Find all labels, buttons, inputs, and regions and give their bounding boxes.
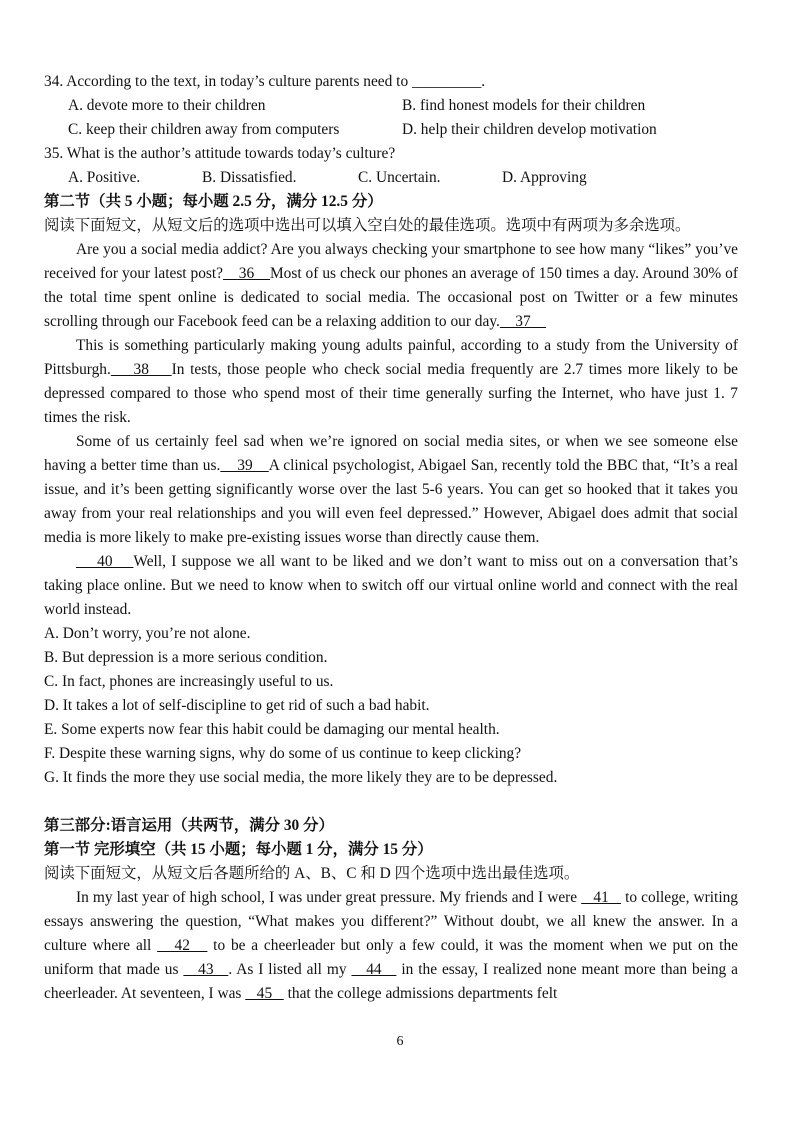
question-34-options [44, 94, 738, 142]
blank-38: 38 [110, 361, 172, 378]
exam-page [44, 70, 738, 1006]
option-c: C. Uncertain. [358, 169, 441, 186]
choice-g: G. It finds the more they use social media, the more likely they are to be depressed. [44, 769, 558, 786]
question-34-stem: 34. According to the text, in today’s culture parents need to [44, 73, 412, 90]
blank-40: 40 [76, 553, 134, 570]
option-a: A. Positive. [68, 169, 141, 186]
section-2-heading: 第二节（共 5 小题；每小题 2.5 分，满分 12.5 分） [44, 193, 383, 210]
question-35: 35. What is the author’s attitude towards today’s culture? [44, 145, 396, 162]
cloze-paragraph: In my last year of high school, I was under great pressure. My friends and I were 41 to college, writing essays answering the question, “What makes you different?” Without doubt, we all knew the answer. In a culture where all 42 to be a cheerleader but only a few could, it was the moment when we put on the uniform that made us 43 . As I listed all my 44 in the essay, I realized none meant more than being a cheerleader. At seventeen, I was 45 that the college admissions departments felt [44, 889, 738, 1002]
choice-f: F. Despite these warning signs, why do some of us continue to keep clicking? [44, 745, 522, 762]
question-35-options [44, 166, 738, 190]
cloze-instruction: 阅读下面短文，从短文后各题所给的 A、B、C 和 D 四个选项中选出最佳选项。 [44, 865, 580, 882]
option-b: B. find honest models for their children [402, 97, 646, 114]
page-number: 6 [396, 1034, 404, 1049]
blank-43: 43 [183, 961, 229, 978]
passage-paragraph-3: Some of us certainly feel sad when we’re ignored on social media sites, or when we see someone else having a better time than us. 39 A clinical psychologist, Abigael San, recently told the BBC that, “It’s a real issue, and it’s been getting significantly worse over the last 5-6 years. You can get so hooked that it takes you away from your real relationships and you will even feel depressed.” However, Abigael does admit that social media is more likely to make pre-existing issues worse than directly cause them. [44, 433, 738, 546]
choice-c: C. In fact, phones are increasingly useful to us. [44, 673, 334, 690]
choice-e: E. Some experts now fear this habit could be damaging our mental health. [44, 721, 500, 738]
blank-39: 39 [220, 457, 269, 474]
blank-41: 41 [581, 889, 622, 906]
passage-paragraph-2: This is something particularly making young adults painful, according to a study from the University of Pittsburgh. 38 In tests, those people who check social media frequently are 2.7 times more likely to be depressed compared to those who spend most of their time generally surfing the Internet, who have just 1. 7 times the risk. [44, 337, 739, 426]
passage-paragraph-1: Are you a social media addict? Are you always checking your smartphone to see how many “likes” you’ve received for your latest post? 36 Most of us check our phones an average of 150 times a day. Around 30% of the total time spent online is dedicated to social media. The occasional post on Twitter or a few minutes scrolling through our Facebook feed can be a relaxing addition to our day. 37 [44, 241, 738, 330]
blank-37: 37 [499, 313, 547, 330]
section-2-instruction: 阅读下面短文，从短文后的选项中选出可以填入空白处的最佳选项。选项中有两项为多余选项。 [44, 217, 691, 234]
blank-36: 36 [223, 265, 270, 282]
choice-d: D. It takes a lot of self-discipline to get rid of such a bad habit. [44, 697, 430, 714]
cloze-heading: 第一节 完形填空（共 15 小题；每小题 1 分，满分 15 分） [44, 841, 433, 858]
part-3-heading: 第三部分:语言运用（共两节，满分 30 分） [44, 817, 334, 834]
question-34-blank: _________ [412, 73, 482, 90]
option-b: B. Dissatisfied. [202, 169, 297, 186]
blank-45: 45 [245, 985, 284, 1002]
option-d: D. Approving [502, 169, 587, 186]
choice-b: B. But depression is a more serious condition. [44, 649, 328, 666]
blank-44: 44 [351, 961, 397, 978]
option-a: A. devote more to their children [68, 97, 266, 114]
choice-a: A. Don’t worry, you’re not alone. [44, 625, 251, 642]
blank-42: 42 [157, 937, 208, 954]
passage-paragraph-4: 40 Well, I suppose we all want to be liked and we don’t want to miss out on a conversation that’s taking place online. But we need to know when to switch off our virtual online world and connect with the real world instead. [44, 553, 738, 618]
option-c: C. keep their children away from computers [68, 121, 340, 138]
option-d: D. help their children develop motivation [402, 121, 657, 138]
question-34: 34. According to the text, in today’s culture parents need to _________. [44, 73, 486, 90]
section-2-options [44, 622, 738, 790]
